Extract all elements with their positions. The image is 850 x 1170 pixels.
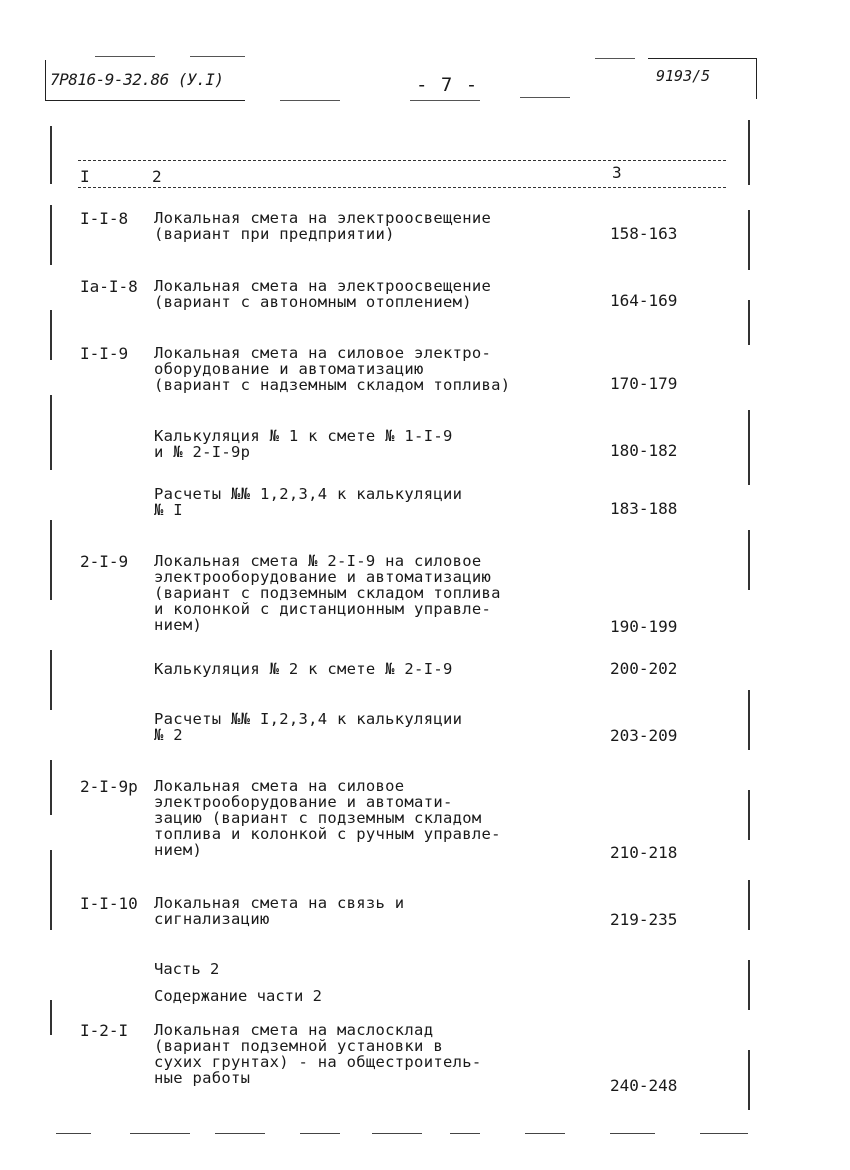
- table-header-rule: [78, 187, 726, 188]
- entry-description: Локальная смета № 2-I-9 на силовое электрооборудование и автоматизацию (вариант с подземным складом топлива и колонкой с дистанционным управле- нием): [154, 552, 501, 634]
- entry-pages: 219-235: [610, 910, 678, 929]
- frame-line: [748, 300, 750, 345]
- document-code: 7Р816-9-32.86 (У.I): [45, 60, 245, 101]
- column-header-2: 2: [152, 167, 162, 186]
- entry-description: Локальная смета на силовое электро- оборудование и автоматизацию (вариант с надземным складом топлива): [154, 344, 511, 394]
- frame-line: [748, 410, 750, 485]
- entry-code: Iа-I-8: [80, 277, 138, 296]
- entry-pages: 164-169: [610, 291, 678, 310]
- frame-line: [748, 530, 750, 590]
- header-rule: [595, 58, 635, 59]
- entry-code: I-I-9: [80, 344, 129, 363]
- footer-rule: [700, 1133, 748, 1134]
- part-contents-heading: Содержание части 2: [154, 987, 322, 1005]
- entry-pages: 180-182: [610, 441, 678, 460]
- entry-code: I-2-I: [80, 1021, 129, 1040]
- entry-code: 2-I-9: [80, 552, 129, 571]
- entry-pages: 170-179: [610, 374, 678, 393]
- footer-rule: [525, 1133, 565, 1134]
- footer-rule: [300, 1133, 340, 1134]
- table-header-rule: [78, 160, 726, 161]
- frame-line: [748, 210, 750, 270]
- frame-line: [50, 126, 52, 184]
- footer-rule: [372, 1133, 422, 1134]
- footer-rule: [215, 1133, 265, 1134]
- entry-description: Локальная смета на электроосвещение (вариант с автономным отоплением): [154, 277, 492, 311]
- entry-description: Локальная смета на силовое электрооборудование и автомати- зацию (вариант с подземным складом топлива и колонкой с ручным управле- нием): [154, 777, 501, 859]
- entry-description: Калькуляция № 2 к смете № 2-I-9: [154, 660, 453, 678]
- frame-line: [50, 205, 52, 265]
- column-header-1: I: [80, 167, 90, 186]
- entry-pages: 183-188: [610, 499, 678, 518]
- entry-description: Локальная смета на электроосвещение (вариант при предприятии): [154, 209, 492, 243]
- entry-pages: 200-202: [610, 659, 678, 678]
- frame-line: [748, 1050, 750, 1110]
- entry-code: I-I-8: [80, 209, 129, 228]
- page-number: - 7 -: [416, 74, 479, 96]
- frame-line: [748, 880, 750, 930]
- entry-description: Калькуляция № 1 к смете № 1-I-9 и № 2-I-9р: [154, 427, 453, 461]
- entry-description: Локальная смета на связь и сигнализацию: [154, 894, 405, 928]
- frame-line: [748, 960, 750, 1010]
- entry-description: Расчеты №№ 1,2,3,4 к калькуляции № I: [154, 485, 463, 519]
- entry-pages: 210-218: [610, 843, 678, 862]
- frame-line: [50, 520, 52, 600]
- footer-rule: [130, 1133, 190, 1134]
- footer-rule: [450, 1133, 480, 1134]
- footer-rule: [610, 1133, 655, 1134]
- header-rule: [410, 100, 480, 101]
- frame-line: [748, 790, 750, 840]
- header-rule: [95, 56, 155, 57]
- frame-line: [50, 650, 52, 710]
- entry-pages: 203-209: [610, 726, 678, 745]
- entry-code: 2-I-9р: [80, 777, 138, 796]
- frame-line: [748, 120, 750, 185]
- frame-line: [50, 310, 52, 360]
- part-heading: Часть 2: [154, 960, 220, 978]
- entry-pages: 240-248: [610, 1076, 678, 1095]
- entry-description: Локальная смета на маслосклад (вариант подземной установки в сухих грунтах) - на общестроитель- ные работы: [154, 1021, 482, 1087]
- reference-number: 9193/5: [648, 58, 757, 99]
- entry-pages: 190-199: [610, 617, 678, 636]
- frame-line: [50, 1000, 52, 1035]
- frame-line: [50, 395, 52, 470]
- frame-line: [50, 760, 52, 815]
- column-header-3: 3: [612, 163, 622, 182]
- header-rule: [520, 97, 570, 98]
- entry-description: Расчеты №№ I,2,3,4 к калькуляции № 2: [154, 710, 463, 744]
- entry-pages: 158-163: [610, 224, 678, 243]
- header-rule: [280, 100, 340, 101]
- footer-rule: [56, 1133, 91, 1134]
- frame-line: [748, 690, 750, 750]
- entry-code: I-I-10: [80, 894, 138, 913]
- header-rule: [190, 56, 245, 57]
- frame-line: [50, 850, 52, 930]
